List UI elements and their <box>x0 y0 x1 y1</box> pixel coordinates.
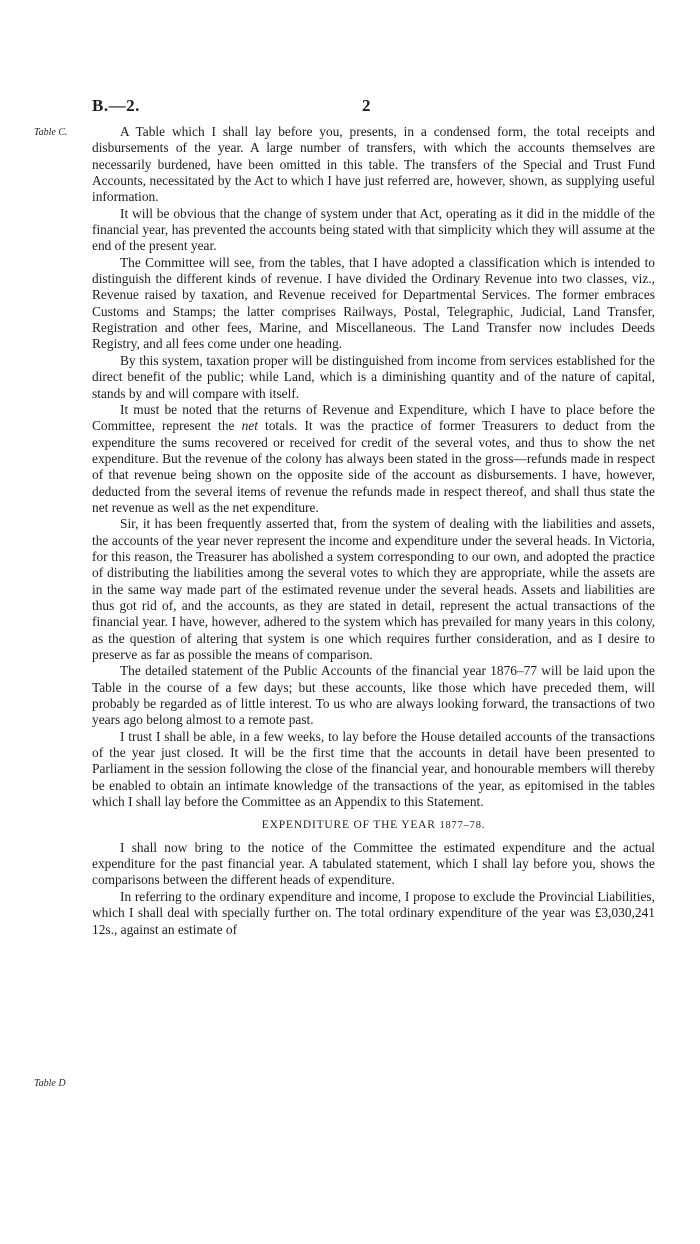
margin-note-table-c: Table C. <box>34 127 68 138</box>
paragraph-net-totals: It must be noted that the returns of Revenue and Expenditure, which I have to place before the Committee, represent the net totals. It was the practice of former Treasurers to deduct from the expenditure the sums recovered or received for credit of the several votes, and thus to show the net expenditure. But the revenue of the colony has always been stated in the gross—refunds made in respect of that revenue being shown on the opposite side of the account as disbursements. I have, however, deducted from the several items of revenue the refunds made in respect thereof, and shall thus state the net revenue as well as the net expenditure. <box>92 401 655 515</box>
page-number: 2 <box>362 96 371 115</box>
paragraph-table-c: A Table which I shall lay before you, presents, in a condensed form, the total receipts and disbursements of the year. A large number of transfers, with which the accounts themselves are necessarily burdened, have been omitted in this table. The transfers of the Special and Trust Fund Accounts, necessitated by the Act to which I have just referred are, however, shown, as supplying useful information. <box>92 124 655 205</box>
paragraph-classification: The Committee will see, from the tables, that I have adopted a classification which is intended to distinguish the different kinds of revenue. I have divided the Ordinary Revenue into two classes, viz., Revenue raised by taxation, and Revenue received for Departmental Services. The former embraces Customs and Stamps; the latter comprises Railways, Postal, Telegraphic, Judicial, Land Transfer, Registration and other fees, Marine, and Miscellaneous. The Land Transfer now includes Deeds Registry, and all fees come under one heading. <box>92 254 655 352</box>
paragraph-estimated-expenditure: I shall now bring to the notice of the Committee the estimated expenditure and the actual expenditure for the past financial year. A tabulated statement, which I shall lay before you, shows the comparisons between the different heads of expenditure. <box>92 839 655 888</box>
paragraph-taxation-proper: By this system, taxation proper will be distinguished from income from services established for the direct benefit of the public; while Land, which is a diminishing quantity and of the nature of capital, stands by and will compare with itself. <box>92 352 655 401</box>
body-text <box>92 124 655 938</box>
paragraph-change-of-system: It will be obvious that the change of system under that Act, operating as it did in the middle of the financial year, has prevented the accounts being stated with that simplicity which they will assume at the end of the present year. <box>92 205 655 254</box>
paragraph-ordinary-expenditure: In referring to the ordinary expenditure and income, I propose to exclude the Provincial Liabilities, which I shall deal with specially further on. The total ordinary expenditure of the year was £3,030,241 12s., against an estimate of <box>92 888 655 937</box>
section-heading-title: EXPENDITURE OF THE YEAR <box>261 819 436 832</box>
paragraph-liabilities-assets: Sir, it has been frequently asserted that, from the system of dealing with the liabilities and assets, the accounts of the year never represent the income and expenditure under the several heads. In Victoria, for this reason, the Treasurer has abolished a system corresponding to our own, and adopted the practice of distributing the liabilities among the several votes to which they are appropriate, while the assets are in the same way made part of the estimated revenue under the several heads. Assets and liabilities are thus got rid of, and the accounts, as they are stated in detail, represent the actual transactions of the financial year. I have, however, adhered to the system which has prevailed for many years in this colony, as the question of altering that system is one which requires further consideration, and as I desire to preserve as far as possible the means of comparison. <box>92 516 655 662</box>
document-reference: B.—2. <box>92 96 140 115</box>
paragraph-detailed-accounts: I trust I shall be able, in a few weeks, to lay before the House detailed accounts of the transactions of the year just closed. It will be the first time that the accounts in detail have been presented to Parliament in the session following the close of the financial year, and honourable members will thereby be enabled to obtain an intimate knowledge of the transactions of the year, as epitomised in the tables which I shall lay before the Committee as an Appendix to this Statement. <box>92 728 655 810</box>
page-header <box>92 96 632 118</box>
paragraph-detailed-statement: The detailed statement of the Public Accounts of the financial year 1876–77 will be laid upon the Table in the course of a few days; but these accounts, like those which have preceded them, will probably be regarded as of little interest. To us who are always looking forward, the transactions of two years ago belong almost to a remote past. <box>92 663 655 728</box>
margin-note-table-d: Table D <box>34 1078 66 1089</box>
section-heading <box>92 817 655 834</box>
section-heading-year: 1877–78. <box>439 820 486 832</box>
